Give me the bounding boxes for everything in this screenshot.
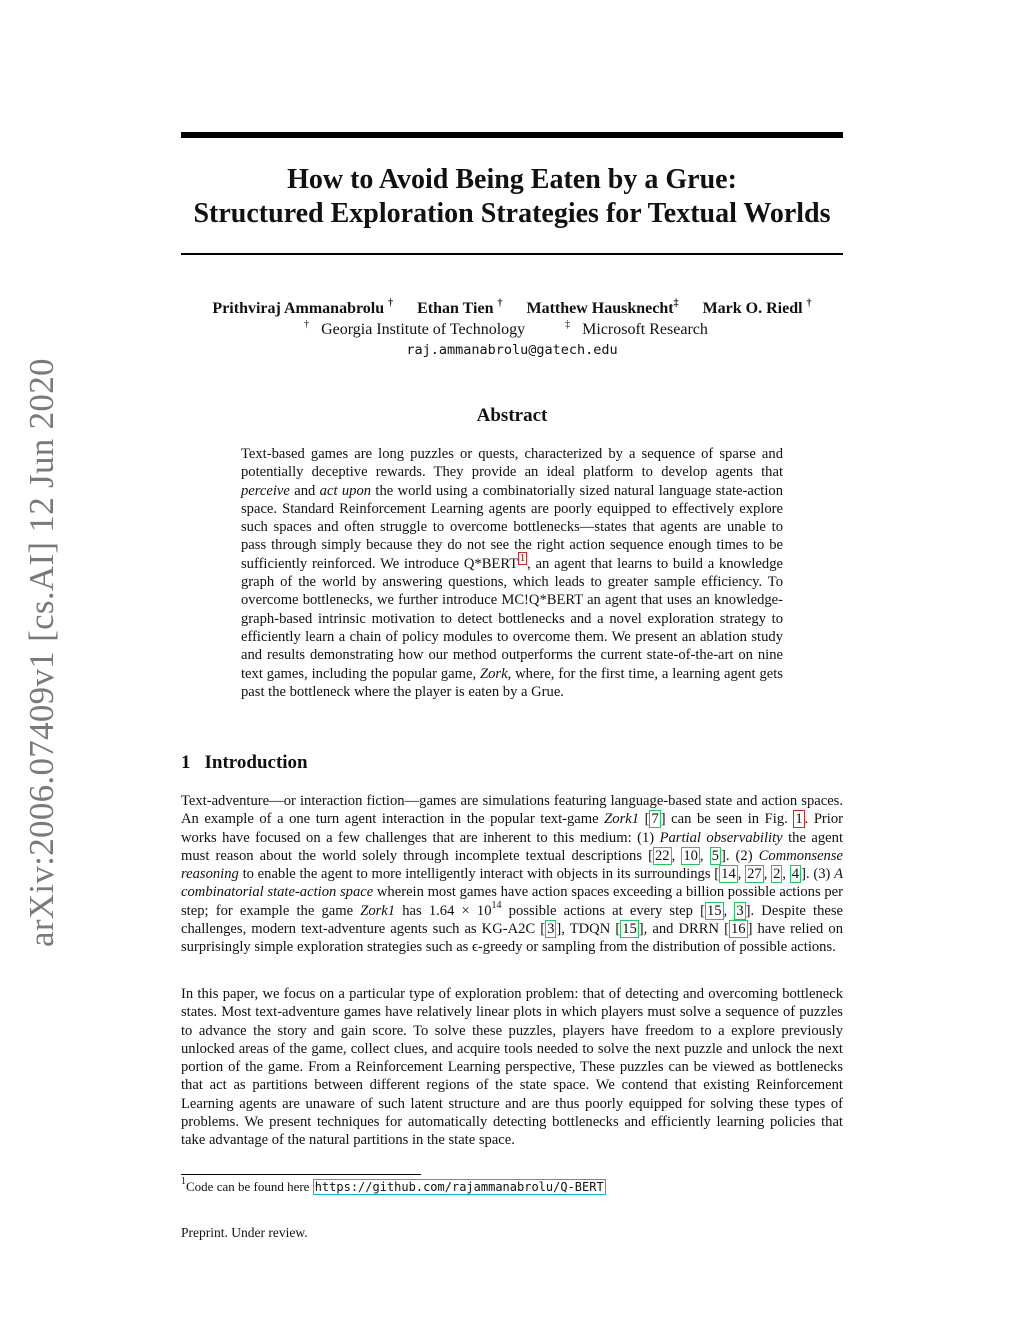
citation-link[interactable]: 10: [683, 847, 698, 864]
author: Ethan Tien †: [417, 298, 503, 317]
citation-link[interactable]: 22: [654, 847, 670, 864]
footnote-link[interactable]: 1: [520, 552, 526, 564]
citation-link[interactable]: 4: [791, 866, 800, 883]
abstract-heading: Abstract: [476, 405, 548, 426]
preprint-note: Preprint. Under review.: [181, 1225, 308, 1240]
title-top-rule: [181, 132, 843, 138]
affiliation: † Georgia Institute of Technology: [304, 319, 526, 338]
citation-link[interactable]: 7: [651, 811, 659, 828]
author-list: [140, 299, 884, 319]
footnote-rule: [181, 1174, 421, 1175]
citation-link[interactable]: 5: [711, 847, 719, 864]
code-url-link[interactable]: https://github.com/rajammanabrolu/Q-BERT: [314, 1180, 604, 1194]
author: Matthew Hausknecht‡: [526, 298, 679, 317]
title-line-1: How to Avoid Being Eaten by a Grue:: [287, 164, 737, 195]
author: Prithviraj Ammanabrolu †: [212, 298, 394, 317]
intro-paragraph-2: In this paper, we focus on a particular type of exploration problem: that of detecting and overcoming bottleneck states. Most text-adventure games have relatively linear plots in which players must solve a sequence of puzzles to advance the story and gain score. To solve these puzzles, players have freedom to a explore previously unlocked areas of the game, collect clues, and acquire tools needed to solve the next puzzle and unlock the next portion of the game. From a Reinforcement Learning perspective, These puzzles can be viewed as bottlenecks that act as partitions between different regions of the state space. We contend that existing Reinforcement Learning agents are unaware of such latent structure and are thus poorly equipped for solving these types of problems. We present techniques for automatically detecting bottlenecks and efficiently learning policies that take advantage of the natural partitions in the state space.: [181, 986, 843, 1149]
intro-paragraph-1: Text-adventure—or interaction fiction—games are simulations featuring language-based state and action spaces. An example of a one turn agent interaction in the popular text-game Zork1 [ 7 ] can be seen in Fig. 1 . Prior works have focused on a few challenges that are inherent to this medium: (1) Partial observability the agent must reason about the world solely through incomplete textual descriptions [ 22 , 10 , 5 ]. (2) Commonsense reasoning to enable the agent to more intelligently interact with objects in its surroundings [ 14 , 27 , 2 , 4 ]. (3) A combinatorial state-action space wherein most games have action spaces exceeding a billion possible actions per step; for example the game Zork1 has $1.64 \times 10^{14}$ possible actions at every step [ 15 , 3 ]. Despite these challenges, modern text-adventure agents such as KG-A2C [ 3 ], TDQN [ 15 ], and DRRN [ 16 ] have relied on surprisingly simple exploration strategies such as ϵ-greedy or sampling from the distribution of possible actions.: [181, 793, 844, 956]
citation-link[interactable]: 3: [547, 921, 555, 938]
affiliation: ‡ Microsoft Research: [565, 319, 708, 338]
contact-email[interactable]: raj.ammanabrolu@gatech.edu: [406, 342, 618, 358]
citation-link[interactable]: 2: [773, 866, 781, 883]
abstract-body: Text-based games are long puzzles or quests, characterized by a sequence of sparse and potentially deceptive rewards. They provide an ideal platform to develop agents that perceive and act upon the world using a combinatorially sized natural language state-action space. Standard Reinforcement Learning agents are poorly equipped to effectively explore such spaces and often struggle to overcome bottlenecks—states that agents are unable to pass through simply because they do not see the right action sequence enough times to be sufficiently reinforced. We introduce Q*BERT $^1$ , an agent that learns to build a knowledge graph of the world by answering questions, which leads to greater sample efficiency. To overcome bottlenecks, we further introduce MC!Q*BERT an agent that uses an knowledge-graph-based intrinsic motivation to detect bottlenecks and a novel exploration strategy to efficiently learn a chain of policy modules to overcome them. We present an ablation study and results demonstrating how our method outperforms the current state-of-the-art on nine text games, including the popular game, Zork, where, for the first time, a learning agent gets past the bottleneck where the player is eaten by a Grue.: [241, 446, 784, 700]
section-heading: 1 Introduction: [181, 752, 308, 773]
footnote: $^1$Code can be found here https://github.com/rajammanabrolu/Q-BERT: [181, 1176, 604, 1194]
figure-link[interactable]: 1: [795, 811, 803, 828]
title-bottom-rule: [181, 253, 843, 255]
citation-link[interactable]: 14: [721, 866, 736, 883]
citation-link[interactable]: 16: [730, 921, 746, 938]
title-line-2: Structured Exploration Strategies for Textual Worlds: [193, 198, 831, 229]
paper-title: [181, 163, 843, 231]
citation-link[interactable]: 15: [706, 902, 722, 919]
citation-link[interactable]: 27: [747, 866, 762, 883]
author: Mark O. Riedl †: [702, 298, 812, 317]
citation-link[interactable]: 3: [736, 902, 744, 919]
affiliations: [181, 320, 843, 340]
citation-link[interactable]: 15: [622, 921, 637, 938]
arxiv-stamp: arXiv:2006.07409v1 [cs.AI] 12 Jun 2020: [22, 358, 61, 947]
